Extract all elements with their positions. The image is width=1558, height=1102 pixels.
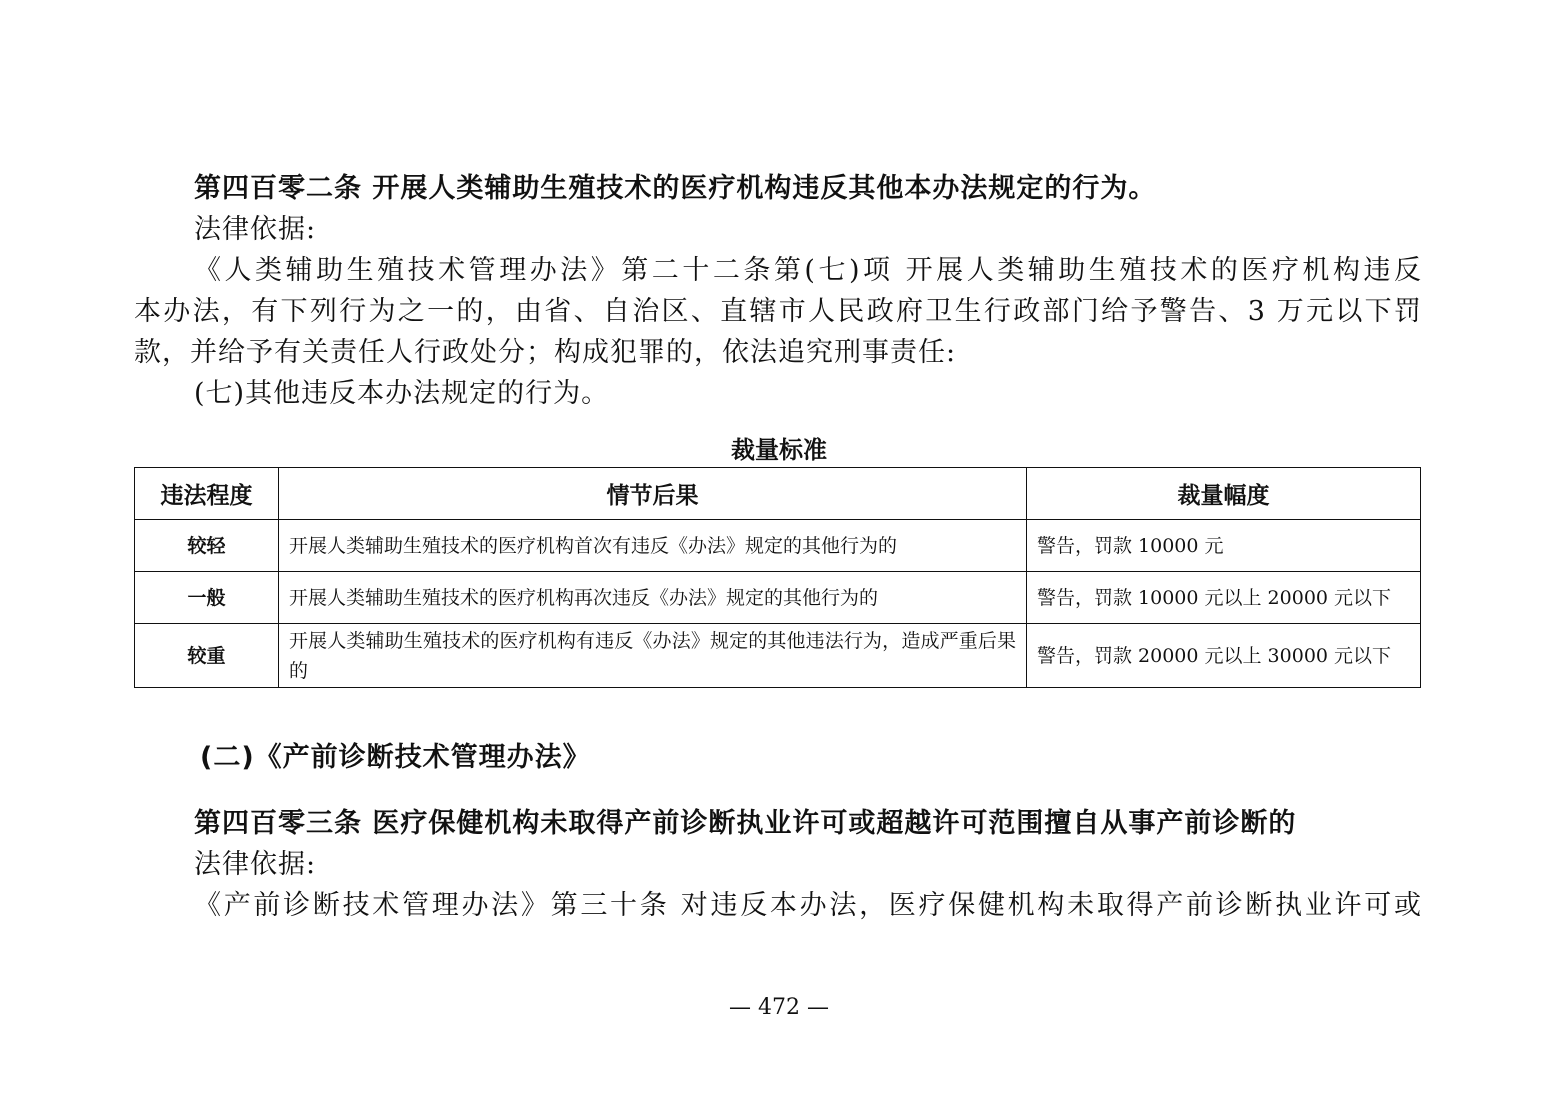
article-402-paragraph-line: 款，并给予有关责任人行政处分；构成犯罪的，依法追究刑事责任: [134, 337, 957, 368]
row-consequence: 开展人类辅助生殖技术的医疗机构首次有违反《办法》规定的其他行为的 [279, 520, 1027, 572]
section-2-heading: (二)《产前诊断技术管理办法》 [200, 742, 591, 773]
row-range: 警告，罚款 10000 元 [1027, 520, 1421, 572]
row-consequence: 开展人类辅助生殖技术的医疗机构再次违反《办法》规定的其他行为的 [279, 572, 1027, 624]
header-circumstances: 情节后果 [279, 468, 1027, 520]
header-violation-degree: 违法程度 [135, 468, 279, 520]
article-402-item-seven: (七)其他违反本办法规定的行为。 [194, 378, 610, 409]
table-row [135, 572, 1421, 624]
discretion-table-title: 裁量标准 [731, 436, 827, 464]
article-403-basis-label: 法律依据: [194, 849, 317, 880]
article-402-paragraph-line: 《人类辅助生殖技术管理办法》第二十二条第(七)项 开展人类辅助生殖技术的医疗机构违反 [194, 255, 1422, 286]
discretion-table [134, 467, 1421, 688]
article-403-paragraph-line: 《产前诊断技术管理办法》第三十条 对违反本办法，医疗保健机构未取得产前诊断执业许可或 [194, 890, 1422, 921]
article-403-title: 第四百零三条 医疗保健机构未取得产前诊断执业许可或超越许可范围擅自从事产前诊断的 [194, 808, 1297, 839]
row-degree: 一般 [135, 572, 279, 624]
row-degree: 较重 [135, 624, 279, 688]
row-range: 警告，罚款 20000 元以上 30000 元以下 [1027, 624, 1421, 688]
article-402-basis-label: 法律依据: [194, 214, 317, 245]
article-402-paragraph-line: 本办法，有下列行为之一的，由省、自治区、直辖市人民政府卫生行政部门给予警告、3 万元以下罚 [134, 296, 1422, 327]
table-header-row [135, 468, 1421, 520]
table-row [135, 624, 1421, 688]
row-consequence: 开展人类辅助生殖技术的医疗机构有违反《办法》规定的其他违法行为，造成严重后果的 [279, 624, 1027, 688]
row-range: 警告，罚款 10000 元以上 20000 元以下 [1027, 572, 1421, 624]
page-number: — 472 — [729, 995, 829, 1020]
row-degree: 较轻 [135, 520, 279, 572]
table-row [135, 520, 1421, 572]
article-402-title: 第四百零二条 开展人类辅助生殖技术的医疗机构违反其他本办法规定的行为。 [194, 173, 1157, 204]
header-discretion-range: 裁量幅度 [1027, 468, 1421, 520]
